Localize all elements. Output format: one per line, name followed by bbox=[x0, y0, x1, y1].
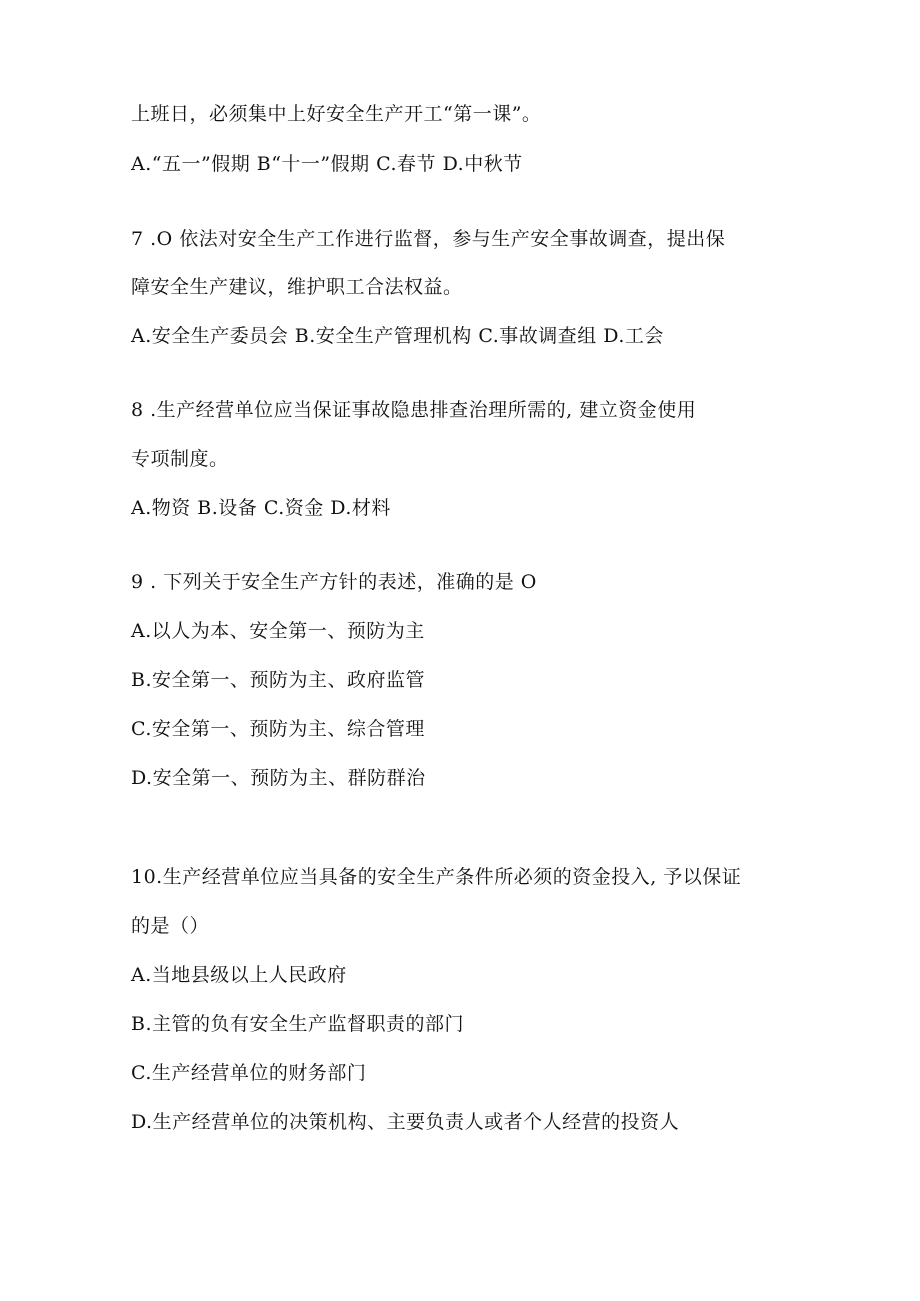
q9-option-d: D.安全第一、预防为主、群防群治 bbox=[131, 767, 426, 789]
q7-options: A.安全生产委员会 B.安全生产管理机构 C.事故调查组 D.工会 bbox=[131, 325, 664, 347]
q9-text: 9 . 下列关于安全生产方针的表述，准确的是 O bbox=[131, 571, 537, 593]
q8-text-line-2: 专项制度。 bbox=[131, 448, 229, 470]
q10-option-d: D.生产经营单位的决策机构、主要负责人或者个人经营的投资人 bbox=[131, 1111, 680, 1133]
q9-option-a: A.以人为本、安全第一、预防为主 bbox=[131, 620, 425, 642]
q7-text-line-1: 7 .O 依法对安全生产工作进行监督，参与生产安全事故调查，提出保 bbox=[131, 228, 726, 250]
q8-options: A.物资 B.设备 C.资金 D.材料 bbox=[131, 497, 391, 519]
q7-text-line-2: 障安全生产建议，维护职工合法权益。 bbox=[131, 276, 463, 298]
q10-option-c: C.生产经营单位的财务部门 bbox=[131, 1062, 367, 1084]
q10-text-line-2: 的是（） bbox=[131, 915, 210, 937]
q9-option-b: B.安全第一、预防为主、政府监管 bbox=[131, 669, 426, 691]
q9-option-c: C.安全第一、预防为主、综合管理 bbox=[131, 718, 425, 740]
q10-option-b: B.主管的负有安全生产监督职责的部门 bbox=[131, 1013, 465, 1035]
q6-options: A.“五一”假期 B“十一”假期 C.春节 D.中秋节 bbox=[131, 153, 523, 175]
q6-text-line-2: 上班日，必须集中上好安全生产开工“第一课”。 bbox=[131, 103, 542, 125]
q10-option-a: A.当地县级以上人民政府 bbox=[131, 964, 347, 986]
q10-text-line-1: 10.生产经营单位应当具备的安全生产条件所必须的资金投入, 予以保证 bbox=[131, 866, 742, 888]
q8-text-line-1: 8 .生产经营单位应当保证事故隐患排查治理所需的, 建立资金使用 bbox=[131, 399, 697, 421]
